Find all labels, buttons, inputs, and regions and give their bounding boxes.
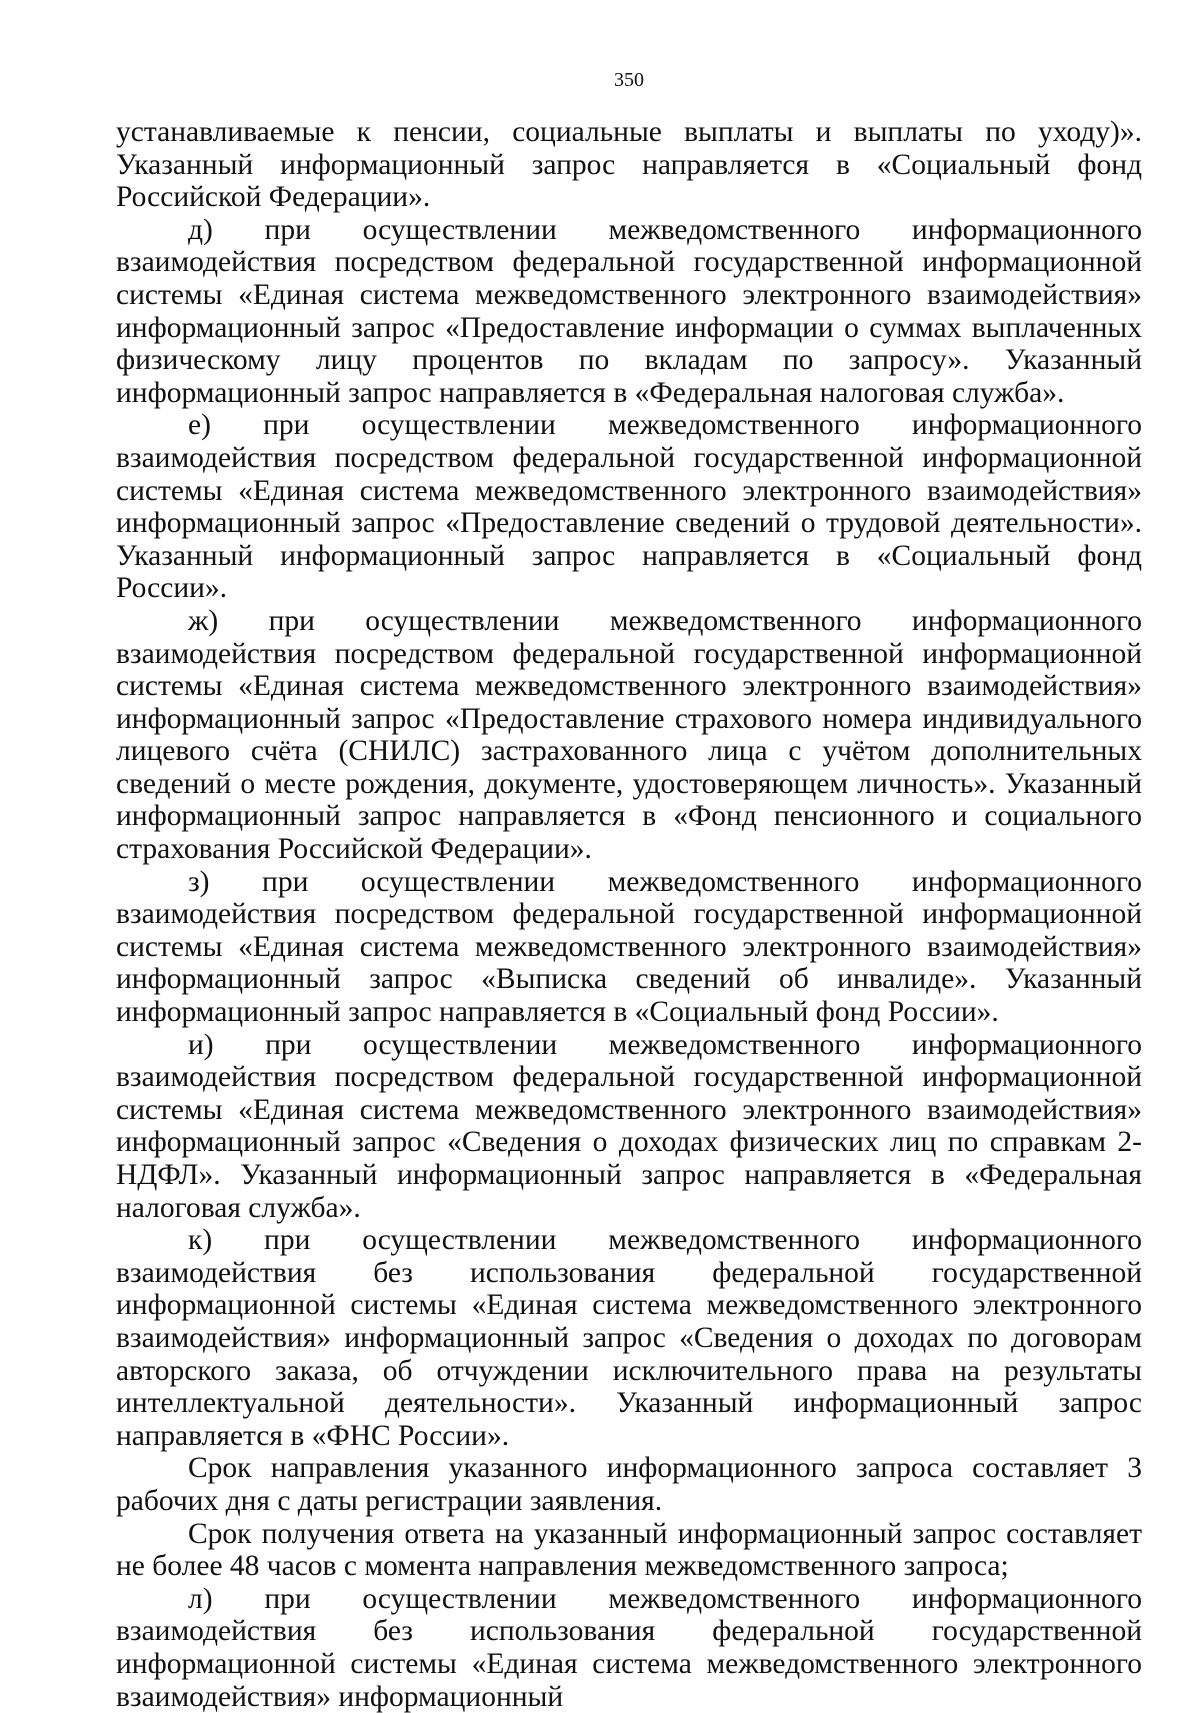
paragraph-response-deadline: Срок получения ответа на указанный информационный запрос составляет не более 48 часов с момента направления межведомственного запроса; — [116, 1517, 1142, 1583]
paragraph-item-d: д) при осуществлении межведомственного информационного взаимодействия посредством федеральной государственной информационной системы «Единая система межведомственного электронного взаимодействия» информационный запрос «Предоставление информации о суммах выплаченных физическому лицу процентов по вкладам по запросу». Указанный информационный запрос направляется в «Федеральная налоговая служба». — [116, 213, 1142, 409]
paragraph-item-zh: ж) при осуществлении межведомственного информационного взаимодействия посредством федеральной государственной информационной системы «Единая система межведомственного электронного взаимодействия» информационный запрос «Предоставление страхового номера индивидуального лицевого счёта (СНИЛС) застрахованного лица с учётом дополнительных сведений о месте рождения, документе, удостоверяющем личность». Указанный информационный запрос направляется в «Фонд пенсионного и социального страхования Российской Федерации». — [116, 604, 1142, 866]
paragraph-continuation: устанавливаемые к пенсии, социальные выплаты и выплаты по уходу)». Указанный информационный запрос направляется в «Социальный фонд Российской Федерации». — [116, 116, 1142, 214]
page-number: 350 — [614, 69, 644, 91]
paragraph-item-k: к) при осуществлении межведомственного информационного взаимодействия без использования федеральной государственной информационной системы «Единая система межведомственного электронного взаимодействия» информационный запрос «Сведения о доходах по договорам авторского заказа, об отчуждении исключительного права на результаты интеллектуальной деятельности». Указанный информационный запрос направляется в «ФНС России». — [116, 1224, 1142, 1452]
paragraph-item-i: и) при осуществлении межведомственного информационного взаимодействия посредством федеральной государственной информационной системы «Единая система межведомственного электронного взаимодействия» информационный запрос «Сведения о доходах физических лиц по справкам 2-НДФЛ». Указанный информационный запрос направляется в «Федеральная налоговая служба». — [116, 1028, 1142, 1224]
paragraph-item-l: л) при осуществлении межведомственного информационного взаимодействия без использования федеральной государственной информационной системы «Единая система межведомственного электронного взаимодействия» информационный — [116, 1582, 1142, 1713]
document-page — [116, 68, 1142, 1713]
paragraph-request-deadline: Срок направления указанного информационного запроса составляет 3 рабочих дня с даты регистрации заявления. — [116, 1452, 1142, 1517]
paragraph-item-e: е) при осуществлении межведомственного информационного взаимодействия посредством федеральной государственной информационной системы «Единая система межведомственного электронного взаимодействия» информационный запрос «Предоставление сведений о трудовой деятельности». Указанный информационный запрос направляется в «Социальный фонд России». — [116, 409, 1142, 605]
paragraph-item-z: з) при осуществлении межведомственного информационного взаимодействия посредством федеральной государственной информационной системы «Единая система межведомственного электронного взаимодействия» информационный запрос «Выписка сведений об инвалиде». Указанный информационный запрос направляется в «Социальный фонд России». — [116, 865, 1142, 1029]
